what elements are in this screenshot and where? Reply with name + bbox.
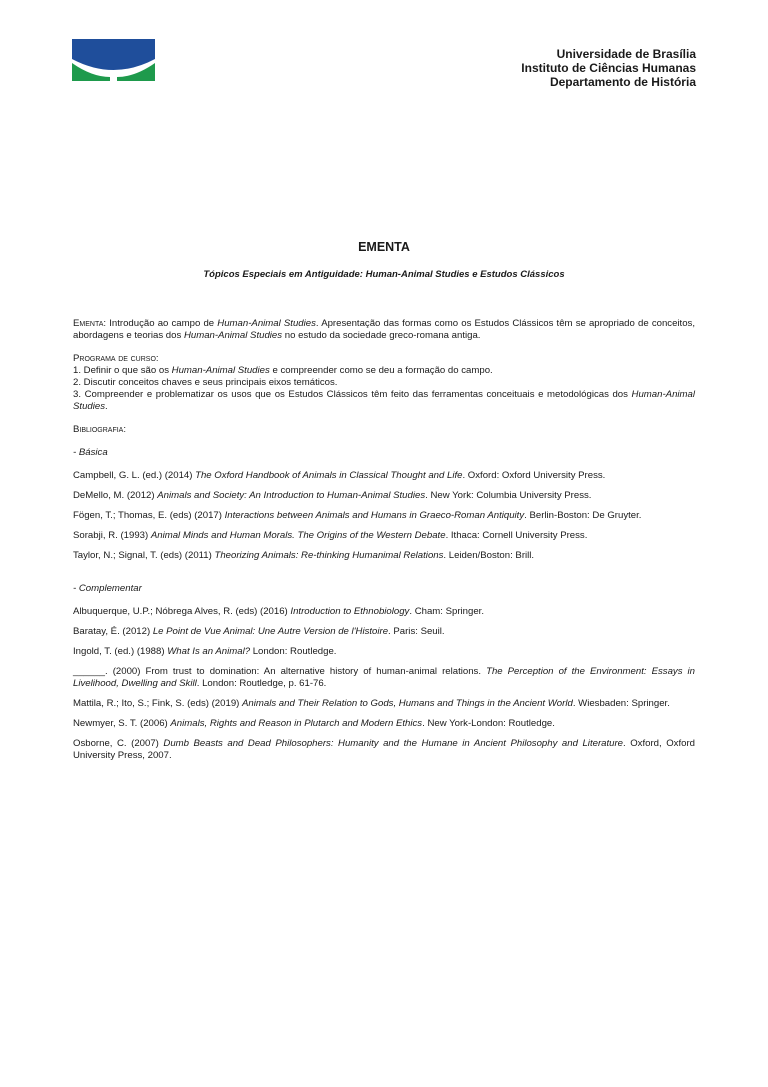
- reference-title: Interactions between Animals and Humans in Graeco-Roman Antiquity: [224, 510, 525, 521]
- reference-text: . Oxford: Oxford University Press.: [462, 470, 606, 481]
- programa-section: [73, 353, 695, 413]
- reference-item: [73, 530, 695, 542]
- institute-name: Instituto de Ciências Humanas: [521, 61, 696, 75]
- university-name: Universidade de Brasília: [556, 47, 696, 61]
- programa-item-text: 3. Compreender e problematizar os usos que os Estudos Clássicos têm feito das ferramentas conceituais e metodológicas dos: [73, 389, 632, 400]
- reference-title: The Perception of the Environment: Essays in Livelihood, Dwelling and Skill: [73, 666, 696, 689]
- reference-text: Taylor, N.; Signal, T. (eds) (2011): [73, 550, 215, 561]
- reference-text: . London: Routledge, p. 61-76.: [196, 678, 327, 689]
- reference-text: . Leiden/Boston: Brill.: [443, 550, 535, 561]
- reference-item: [73, 550, 695, 562]
- ementa-text-3: no estudo da sociedade greco-romana antiga.: [282, 330, 481, 341]
- unb-logo: [72, 39, 155, 81]
- reference-title: Theorizing Animals: Re-thinking Humanimal Relations: [214, 550, 444, 561]
- document-title: EMENTA: [358, 240, 410, 254]
- reference-title: Animals, Rights and Reason in Plutarch and Modern Ethics: [170, 718, 423, 729]
- reference-title: Dumb Beasts and Dead Philosophers: Humanity and the Humane in Ancient Philosophy and Literature: [163, 738, 624, 749]
- reference-item: [73, 666, 695, 690]
- reference-text: DeMello, M. (2012): [73, 490, 158, 501]
- reference-text: Baratay, É. (2012): [73, 626, 153, 637]
- programa-item-italic: Human-Animal Studies: [171, 365, 270, 376]
- reference-text: London: Routledge.: [250, 646, 337, 657]
- bibliografia-label: Bibliografia: [73, 424, 124, 435]
- programa-item: [73, 377, 695, 389]
- reference-text: Fögen, T.; Thomas, E. (eds) (2017): [73, 510, 225, 521]
- bibliografia-heading: Bibliografia:: [73, 424, 127, 435]
- reference-text: Osborne, C. (2007): [73, 738, 164, 749]
- reference-text: ______. (2000) From trust to domination: An alternative history of human-animal relations.: [73, 666, 487, 677]
- reference-text: Albuquerque, U.P.; Nóbrega Alves, R. (eds) (2016): [73, 606, 291, 617]
- programa-item-text: 2. Discutir conceitos chaves e seus principais eixos temáticos.: [73, 377, 338, 388]
- reference-text: . New York-London: Routledge.: [422, 718, 555, 729]
- document-body: [73, 318, 695, 770]
- reference-text: . Oxford, Oxford University Press, 2007.: [73, 738, 695, 761]
- reference-text: . New York: Columbia University Press.: [425, 490, 592, 501]
- ementa-paragraph: [73, 318, 695, 342]
- course-subtitle: Tópicos Especiais em Antiguidade: Human-Animal Studies e Estudos Clássicos: [203, 269, 565, 280]
- reference-item: [73, 738, 695, 762]
- reference-text: . Cham: Springer.: [409, 606, 485, 617]
- programa-item-text: .: [105, 401, 108, 412]
- department-name: Departamento de História: [549, 75, 696, 89]
- reference-text: . Berlin-Boston: De Gruyter.: [524, 510, 642, 521]
- reference-item: [73, 718, 695, 730]
- reference-item: [73, 626, 695, 638]
- reference-text: Sorabji, R. (1993): [73, 530, 151, 541]
- programa-label: Programa de curso: [73, 353, 156, 364]
- reference-item: [73, 646, 695, 658]
- reference-item: [73, 470, 695, 482]
- reference-title: Animals and Their Relation to Gods, Humans and Things in the Ancient World: [242, 698, 573, 709]
- basica-label: - Básica: [73, 447, 108, 458]
- programa-item: [73, 365, 695, 377]
- ementa-label: Ementa: [73, 318, 104, 329]
- complementar-label: - Complementar: [73, 583, 142, 594]
- programa-heading: Programa de curso:: [73, 353, 159, 364]
- reference-text: . Ithaca: Cornell University Press.: [445, 530, 588, 541]
- reference-title: Animals and Society: An Introduction to Human-Animal Studies: [157, 490, 426, 501]
- reference-item: [73, 606, 695, 618]
- reference-title: The Oxford Handbook of Animals in Classical Thought and Life: [195, 470, 463, 481]
- ementa-text-1: : Introdução ao campo de: [103, 318, 218, 329]
- ementa-text-2: . Apresentação das formas como os Estudos Clássicos têm se apropriado de conceitos, abordagens e teorias dos: [73, 318, 696, 341]
- reference-text: . Paris: Seuil.: [388, 626, 445, 637]
- reference-item: [73, 698, 695, 710]
- logo-blue-block: [72, 39, 155, 57]
- reference-item: [73, 490, 695, 502]
- programa-item-italic: Human-Animal Studies: [73, 389, 695, 412]
- logo-blue-arc: [72, 57, 155, 70]
- reference-title: Introduction to Ethnobiology: [290, 606, 410, 617]
- reference-title: Le Point de Vue Animal: Une Autre Version de l'Histoire: [152, 626, 389, 637]
- reference-text: Mattila, R.; Ito, S.; Fink, S. (eds) (2019): [73, 698, 243, 709]
- reference-text: Ingold, T. (ed.) (1988): [73, 646, 168, 657]
- reference-title: Animal Minds and Human Morals. The Origins of the Western Debate: [150, 530, 446, 541]
- programa-item-text: e compreender como se deu a formação do campo.: [269, 365, 493, 376]
- reference-title: What Is an Animal?: [167, 646, 251, 657]
- reference-text: . Wiesbaden: Springer.: [572, 698, 670, 709]
- reference-text: Campbell, G. L. (ed.) (2014): [73, 470, 196, 481]
- reference-item: [73, 510, 695, 522]
- programa-item: [73, 389, 695, 413]
- programa-item-text: 1. Definir o que são os: [73, 365, 172, 376]
- section-spacer: [73, 570, 695, 583]
- reference-text: Newmyer, S. T. (2006): [73, 718, 171, 729]
- ementa-italic-1: Human-Animal Studies: [217, 318, 316, 329]
- ementa-italic-2: Human-Animal Studies: [183, 330, 283, 341]
- institution-header: [521, 47, 696, 89]
